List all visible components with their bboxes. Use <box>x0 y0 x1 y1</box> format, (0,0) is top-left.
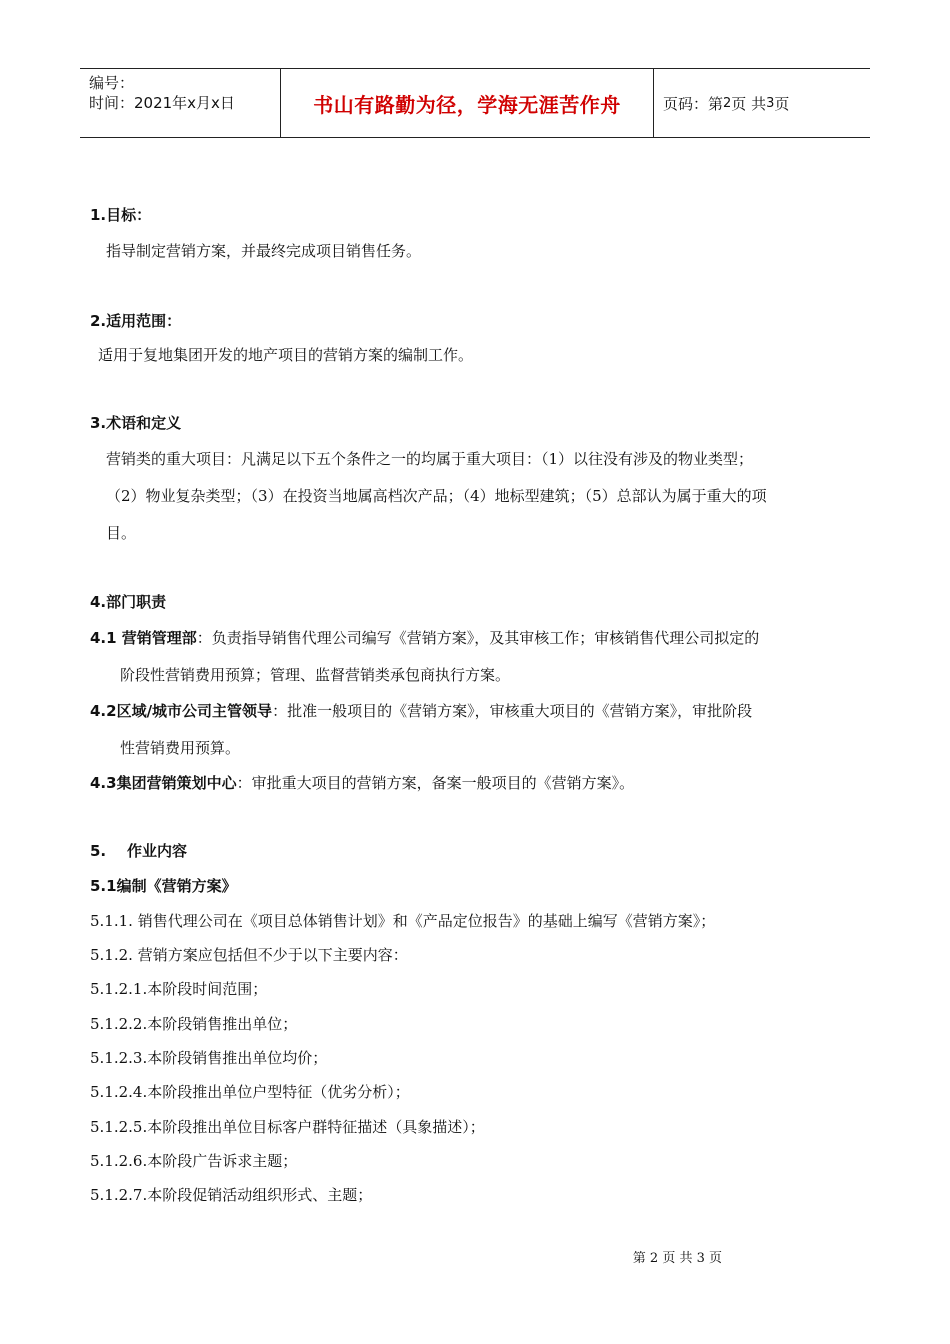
list-item: 5.1.2.6.本阶段广告诉求主题； <box>90 1152 298 1170</box>
list-item: 5.1.2.1.本阶段时间范围； <box>90 980 268 998</box>
section-4-2-line-1 <box>90 701 752 721</box>
page-mid: 页 共 <box>731 94 767 113</box>
document-header <box>80 68 870 138</box>
list-item: 5.1.2. 营销方案应包括但不少于以下主要内容： <box>90 946 408 964</box>
section-4-3-line-1 <box>90 773 634 793</box>
page-total: 3 <box>766 95 775 111</box>
page-current: 2 <box>723 95 732 111</box>
header-page <box>654 69 870 137</box>
section-2-body: 适用于复地集团开发的地产项目的营销方案的编制工作。 <box>98 346 474 364</box>
section-1-body: 指导制定营销方案，并最终完成项目销售任务。 <box>106 242 422 260</box>
section-4-1-label: 4.1 营销管理部 <box>90 629 197 647</box>
page-footer: 第 2 页 共 3 页 <box>632 1251 722 1266</box>
list-item: 5.1.2.2.本阶段销售推出单位； <box>90 1015 298 1033</box>
header-time: 时间：2021年x月x日 <box>89 94 235 112</box>
section-5-1-title: 5.1编制《营销方案》 <box>90 877 237 895</box>
header-number: 编号： <box>89 74 135 92</box>
list-item: 5.1.2.5.本阶段推出单位目标客户群特征描述（具象描述）； <box>90 1118 485 1136</box>
page-prefix: 页码：第 <box>663 94 724 113</box>
section-4-1-line-2: 阶段性营销费用预算；管理、监督营销类承包商执行方案。 <box>120 666 511 684</box>
section-4-title: 4.部门职责 <box>90 593 167 611</box>
list-item: 5.1.2.4.本阶段推出单位户型特征（优劣分析）； <box>90 1083 410 1101</box>
list-item: 5.1.2.7.本阶段促销活动组织形式、主题； <box>90 1186 373 1204</box>
section-5-title: 5. 作业内容 <box>90 842 188 860</box>
list-item: 5.1.2.3.本阶段销售推出单位均价； <box>90 1049 328 1067</box>
section-4-3-label: 4.3集团营销策划中心 <box>90 774 237 792</box>
section-4-1-line-1 <box>90 628 759 648</box>
section-3-line-2: （2）物业复杂类型；（3）在投资当地属高档次产品；（4）地标型建筑；（5）总部认为属于重大的项 <box>106 487 767 505</box>
section-3-line-1: 营销类的重大项目：凡满足以下五个条件之一的均属于重大项目：（1）以往没有涉及的物业类型； <box>106 450 754 468</box>
list-item: 5.1.1. 销售代理公司在《项目总体销售计划》和《产品定位报告》的基础上编写《营销方案》； <box>90 912 716 930</box>
header-meta <box>80 69 281 137</box>
section-4-2-label: 4.2区域/城市公司主管领导 <box>90 702 273 720</box>
section-4-2-line-2: 性营销费用预算。 <box>120 739 241 757</box>
section-3-title: 3.术语和定义 <box>90 414 182 432</box>
section-4-1-text: ：负责指导销售代理公司编写《营销方案》，及其审核工作；审核销售代理公司拟定的 <box>196 629 760 647</box>
page-suffix: 页 <box>774 94 790 113</box>
section-3-line-3: 目。 <box>106 524 137 542</box>
section-4-2-text: ：批准一般项目的《营销方案》，审核重大项目的《营销方案》，审批阶段 <box>272 702 753 720</box>
header-motto: 书山有路勤为径，学海无涯苦作舟 <box>281 69 654 137</box>
section-1-title: 1.目标： <box>90 206 152 224</box>
section-4-3-text: ：审批重大项目的营销方案，备案一般项目的《营销方案》。 <box>236 774 635 792</box>
section-2-title: 2.适用范围： <box>90 312 182 330</box>
